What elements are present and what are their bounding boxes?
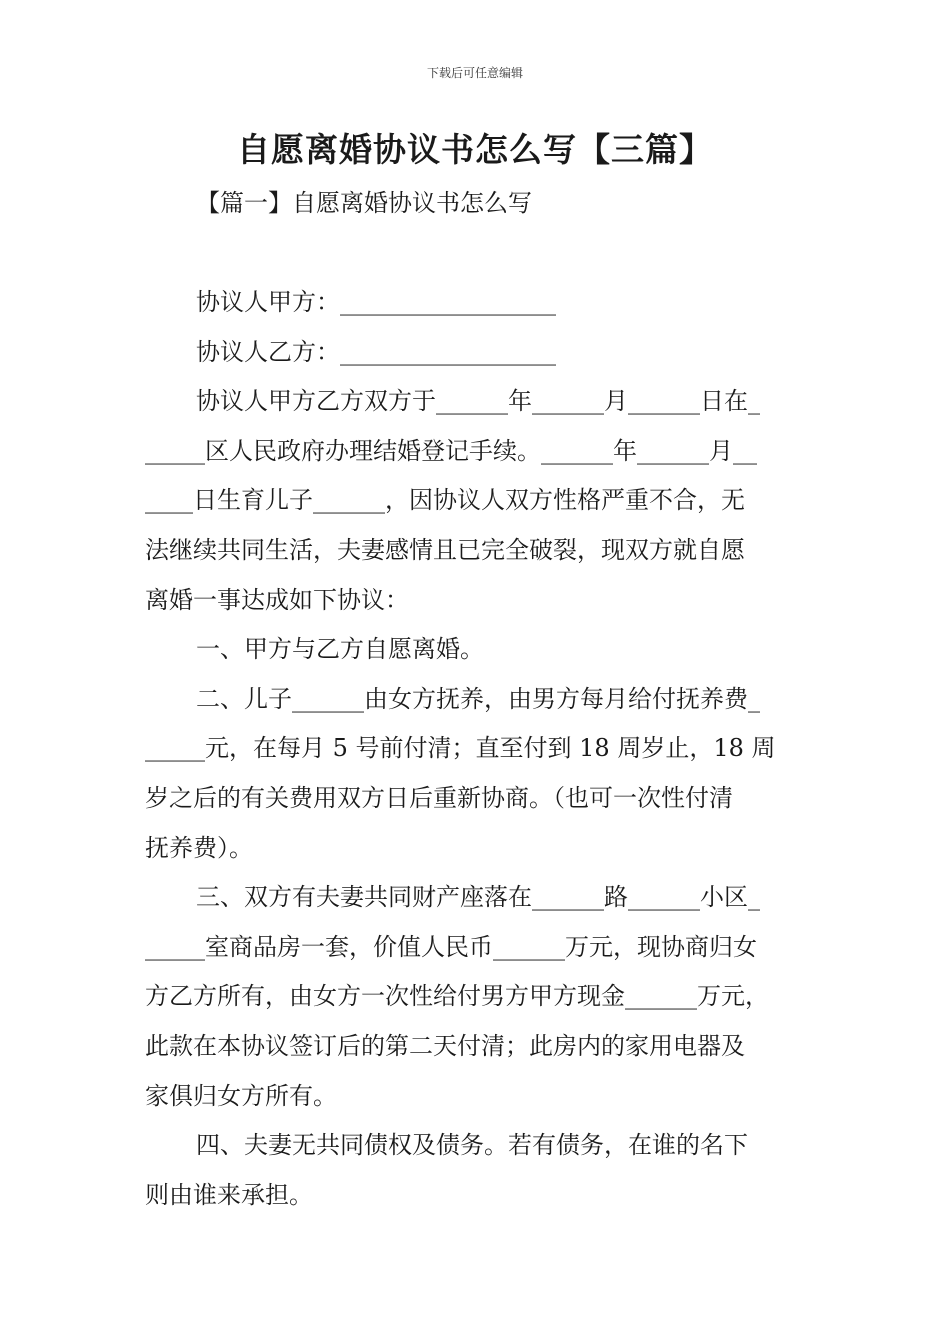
text-line: _____元，在每月 5 号前付清；直至付到 18 周岁止，18 周 [145, 734, 776, 763]
document-title: 自愿离婚协议书怎么写【三篇】 [237, 130, 713, 169]
section-heading: 【篇一】自愿离婚协议书怎么写 [196, 189, 532, 217]
text-line: 此款在本协议签订后的第二天付清；此房内的家用电器及 [145, 1031, 745, 1060]
text-line: 方乙方所有，由女方一次性给付男方甲方现金______万元， [145, 982, 769, 1011]
text-line: 则由谁来承担。 [145, 1180, 313, 1209]
clause-two: 二、儿子______由女方抚养，由男方每月给付抚养费_ [196, 684, 760, 713]
page-header: 下载后可任意编辑 [426, 66, 523, 80]
clause-four: 四、夫妻无共同债权及债务。若有债务，在谁的名下 [196, 1131, 748, 1160]
text-line: 家俱归女方所有。 [145, 1081, 337, 1110]
text-line: 抚养费）。 [145, 833, 253, 862]
text-line: _____室商品房一套，价值人民币______万元，现协商归女 [145, 932, 757, 961]
text-line: 离婚一事达成如下协议： [145, 585, 409, 614]
clause-one: 一、甲方与乙方自愿离婚。 [196, 635, 484, 664]
text-line: 法继续共同生活，夫妻感情且已完全破裂，现双方就自愿 [145, 535, 745, 564]
clause-three: 三、双方有夫妻共同财产座落在______路______小区_ [196, 883, 760, 912]
text-line: 岁之后的有关费用双方日后重新协商。（也可一次性付清 [145, 783, 733, 812]
document-body [145, 278, 815, 1220]
party-b-line: 协议人乙方：__________________ [196, 337, 556, 366]
text-line: _____区人民政府办理结婚登记手续。______年______月__ [145, 436, 757, 465]
party-a-line: 协议人甲方：__________________ [196, 288, 556, 316]
text-line: 协议人甲方乙方双方于______年______月______日在_ [196, 387, 760, 416]
text-line: ____日生育儿子______，因协议人双方性格严重不合，无 [145, 486, 745, 515]
